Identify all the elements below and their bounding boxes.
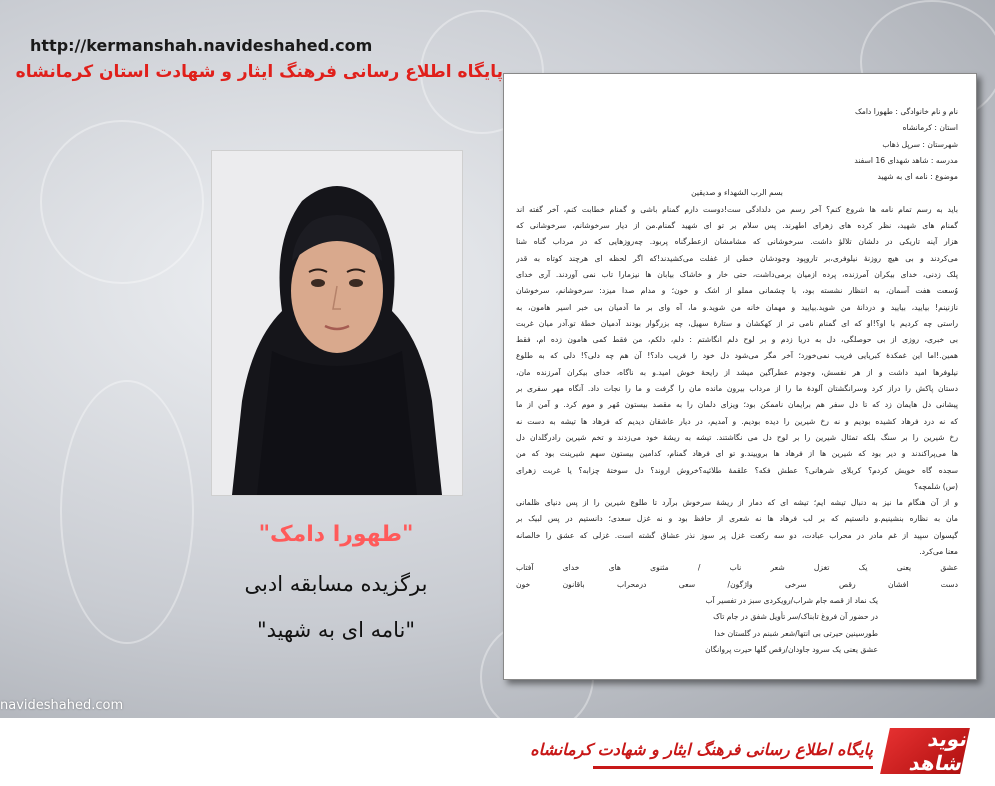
letter-line: عشق یعنی یک تغزل شعر ناب / مثنوی های خدای آفتاب [516, 563, 958, 573]
letter-line: شهرستان : سرپل ذهاب [882, 139, 958, 149]
letter-line: عشق یعنی یک سرود جاودان/رقص گلها حیرت پروانگان [705, 644, 878, 654]
site-title: پایگاه اطلاع رسانی فرهنگ ایثار و شهادت استان کرمانشاه [15, 62, 503, 82]
letter-line: و از آن هنگام ما نیز به دنبال تیشه ایم؛ تیشه ای که دمار از ریشهٔ سرخوش برآرد تا طلوع شیرین را از پس دنیای ظلمانی [516, 498, 958, 508]
letter-line: یک نماد از قصه جام شراب/رویکردی سبز در تفسیر آب [705, 595, 878, 605]
letter-line: معنا می‌کرد. [919, 547, 958, 557]
letter-line: نیلوفرها امید داشت و از هر نفسش، وجودم عطرآگین میشد از رایحهٔ خوش امید.و به ناگاه، خدای بیکران آمرزنده مان، [516, 367, 958, 377]
letter-line: نام و نام خانوادگی : طهورا دامک [854, 107, 958, 116]
letter-line: مان به نظاره بنشینیم.و دانستیم که بر لب فرهاد ها نه شعری از حافظ بود و نه غزل سعدی؛ دانستیم در پس لبیک بر [516, 514, 958, 524]
portrait-photo [211, 150, 463, 496]
letter-line: پیشانی دل هایمان زد که تا دل سفر هم برایمان ناممکن بود؛ ویزای دلمان را به مقصد بیستون مُهر و موم کرد. و آمن از ما [516, 400, 958, 410]
letter-line: رخ شیرین را بر سنگ بلکه تمثال شیرین را بر لوح دل می نگاشتند. تیشه به ریشهٔ خود می‌زدند و تخم شیرین رادرگلدان دل [516, 432, 958, 442]
letter-line: هزار آینه تاریکی در دلشان تلالؤ داشت. سرخوشانی که مشامشان ازعطرگناه پربود. چه‌روزهایی که در مرداب گناه شنا [516, 237, 958, 247]
letter-line: می‌کردند و بی هیچ روزنهٔ نیلوفری،بر تاروپود وجودشان خطی از غفلت می‌کشیدند!که اگر لحظه ای هرچند کوتاه به قدر [516, 253, 958, 263]
portrait-illustration [212, 151, 462, 495]
watermark-text: navideshahed.com [0, 698, 124, 713]
letter-line: بی خبری، روزی از بی حوصلگی، دل به دریا زدم و بر لوح دلم انگاشتم : دلم، دلکم، من فقط کمی هامون زده ام، فقط [516, 335, 958, 345]
letter-line: وُسعت هفت آسمان، به انتظار نشسته بود، با چشمانی مملو از اشک و خون؛ و مدام صدا میزد: سرخوشانم، سرخوشان [516, 286, 958, 296]
honoree-name: "طهورا دامک" [258, 522, 414, 547]
logo-underline [593, 766, 873, 769]
letter-line: گیسوان سپید از غم مادر در محراب عبادت، دو سه رکعت غزل پر سوز نذر عشاق گشته است. غزلی که عشق را خالصانه [516, 530, 958, 540]
letter-line: نازنینم! بیایید، بیایید و دردانهٔ من شوید.بیایید و مهمان خانه من شوید.و ما، آه وای بر ما آدمیان بی خبر اسیر هامون، به [516, 302, 958, 312]
logo-brand-badge: نوید شاهد [880, 728, 970, 774]
background-ornament [40, 120, 204, 284]
letter-line: موضوع : نامه ای به شهید [877, 172, 958, 182]
letter-line: مدرسه : شاهد شهدای 16 اسفند [854, 155, 958, 165]
letter-line: باید به رسم تمام نامه ها شروع کنم؟ آخر رسم من دلدادگی ست!دوست دارم گمنام باشی و گمنام خطابت کنم، آخر گفته اند [516, 204, 958, 214]
background-ornament [60, 380, 194, 644]
letter-line: دست افشان رقص سرخی واژگون/ سعی درمحراب باقانون خون [516, 579, 958, 589]
letter-line: که نه درد فرهاد کشیده بودیم و نه رخ شیرین را دیده بودیم. و آمدیم، در دیار عاشقان دیدیم که فرهاد ها تیشه به دست نه [516, 416, 958, 426]
award-subtitle: برگزیده مسابقه ادبی [244, 572, 428, 596]
work-title: "نامه ای به شهید" [256, 618, 416, 642]
letter-line: ها می‌پراکندند و دیر بود که شیرین ها از فرهاد ها بروییند.و تو ای فرهاد گمنام، کدامین بیستون سهم شیرینت بود که من [516, 449, 958, 459]
letter-document [503, 73, 977, 680]
letter-line: پلک زدنی، خدای بیکران آمرزنده، پرده ازمیان برمی‌داشت، حتی خار و خاشاک بیابان ها نیزمارا تاب نمی آوردند. آری خدای [516, 269, 958, 279]
letter-text [516, 104, 958, 671]
letter-line: همین.!اما این غمکدهٔ کبریایی فریب نمی‌خورد؛ آخر مگر می‌شود دل خود را فریب داد؟! آن هم چه دلی؟! دلی که به طلوع [516, 351, 958, 361]
letter-line: طورسینین حیرتی بی انتها/شعر شبنم در گلستان خدا [714, 628, 878, 638]
letter-line: راستی چه کردیم با او؟!او که ای گمنام نامی تر از کهکشان و ستارهٔ سهیل، چه بزرگوار بودند آدمیان خطهٔ تو.آدر میان غربت [516, 318, 958, 328]
letter-line: استان : کرمانشاه [902, 123, 958, 133]
letter-line: گمنام های شهید، نظر کرده های زهرای اطهرند. پس سلام بر تو ای شهید گمنام.من از دیار سرخوشانم، سرخوشانی که [516, 221, 958, 231]
site-logo[interactable] [530, 727, 971, 784]
letter-line: دستان پاکش را دراز کرد وسرانگشتان آلودهٔ ما را از مرداب بیرون مانده مان را گرفت و ما را نجات داد. آنگاه مهر سفری بر [516, 384, 958, 394]
site-url[interactable]: http://kermanshah.navideshahed.com [30, 36, 373, 55]
letter-line: (س) شلمچه؟ [914, 481, 958, 491]
letter-line: در حضور آن فروغ تابناک/سر تأویل شفق در جام تاک [713, 612, 878, 622]
letter-line: سجده گاه خویش کردم؟ کربلای شرهانی؟ عطش فکه؟ علقمهٔ طلائیه؟خروش اروند؟ دل سوختهٔ چزابه؟ یا غربت زهرای [516, 465, 958, 475]
letter-line: بسم الرب الشهداء و صدیقین [691, 188, 783, 198]
logo-text: پایگاه اطلاع رسانی فرهنگ ایثار و شهادت کرمانشاه [530, 740, 873, 759]
